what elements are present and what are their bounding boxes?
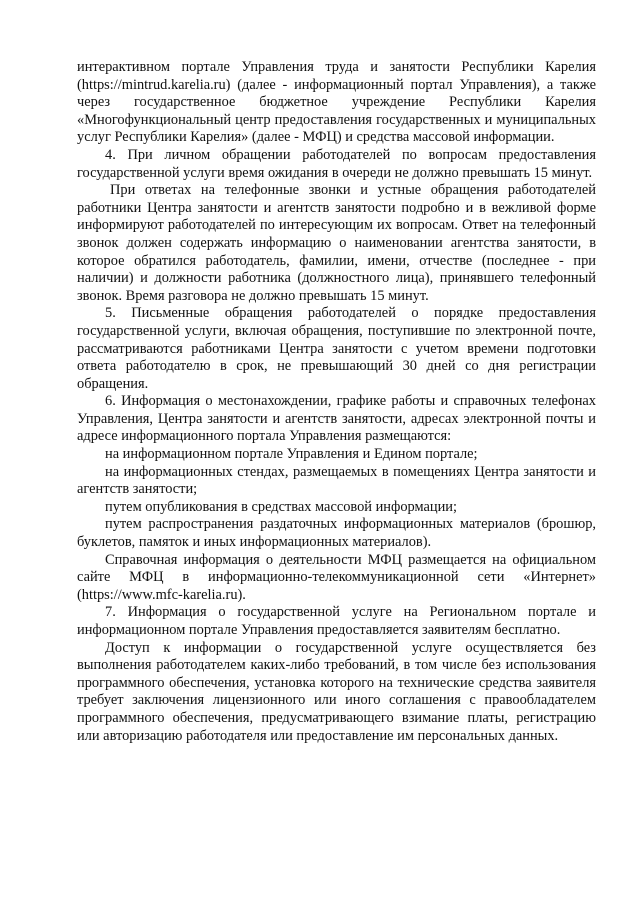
paragraph-item-5: 5. Письменные обращения работодателей о порядке предоставления государственной услуги, включая обращения, поступившие по электронной почте, рассматриваются работниками Центра занятости с учетом времени подготовки ответа работодателю в срок, не превышающий 30 дней со дня регистрации обращения. — [77, 305, 596, 392]
paragraph-item-6: 6. Информация о местонахождении, графике работы и справочных телефонах Управления, Центра занятости и агентств занятости, адресах электронной почты и адресе информационного портала Управления размещаются: — [77, 393, 596, 445]
paragraph-portal-info: интерактивном портале Управления труда и занятости Республики Карелия (https://mintrud.karelia.ru) (далее - информационный портал Управления), а также через государственное бюджетное учреждение Республики Карелия «Многофункциональный центр предоставления государственных и муниципальных услуг Республики Карелия» (далее - МФЦ) и средства массовой информации. — [77, 59, 596, 146]
list-item-media: путем опубликования в средствах массовой информации; — [105, 498, 457, 515]
paragraph-item-7: 7. Информация о государственной услуге на Региональном портале и информационном портале Управления предоставляется заявителям бесплатно. — [77, 604, 596, 638]
paragraph-item-4: 4. При личном обращении работодателей по вопросам предоставления государственной услуги время ожидания в очереди не должно превышать 15 минут. — [77, 146, 596, 181]
paragraph-mfc-reference: Справочная информация о деятельности МФЦ размещается на официальном сайте МФЦ в информационно-телекоммуникационной сети «Интернет» (https://www.mfc-karelia.ru). — [77, 551, 596, 603]
paragraph-phone-calls: При ответах на телефонные звонки и устные обращения работодателей работники Центра занятости и агентств занятости подробно и в вежливой форме информируют работодателей по интересующим их вопросам. Ответ на телефонный звонок должен содержать информацию о наименовании агентства занятости, в которое обратился работодатель, фамилии, имени, отчестве (последнее - при наличии) и должности работника (должностного лица), принявшего телефонный звонок. Время разговора не должно превышать 15 минут. — [77, 182, 596, 304]
list-item-portal: на информационном портале Управления и Едином портале; — [105, 446, 478, 463]
list-item-stands: на информационных стендах, размещаемых в помещениях Центра занятости и агентств занятости; — [77, 463, 596, 498]
list-item-handouts: путем распространения раздаточных информационных материалов (брошюр, буклетов, памяток и иных информационных материалов). — [77, 516, 596, 551]
document-page — [77, 59, 596, 745]
paragraph-access: Доступ к информации о государственной услуге осуществляется без выполнения работодателем каких-либо требований, в том числе без использования программного обеспечения, установка которого на технические средства заявителя требует заключения лицензионного или иного соглашения с правообладателем программного обеспечения, предусматривающего взимание платы, регистрацию или авторизацию работодателя или предоставление им персональных данных. — [77, 639, 596, 744]
